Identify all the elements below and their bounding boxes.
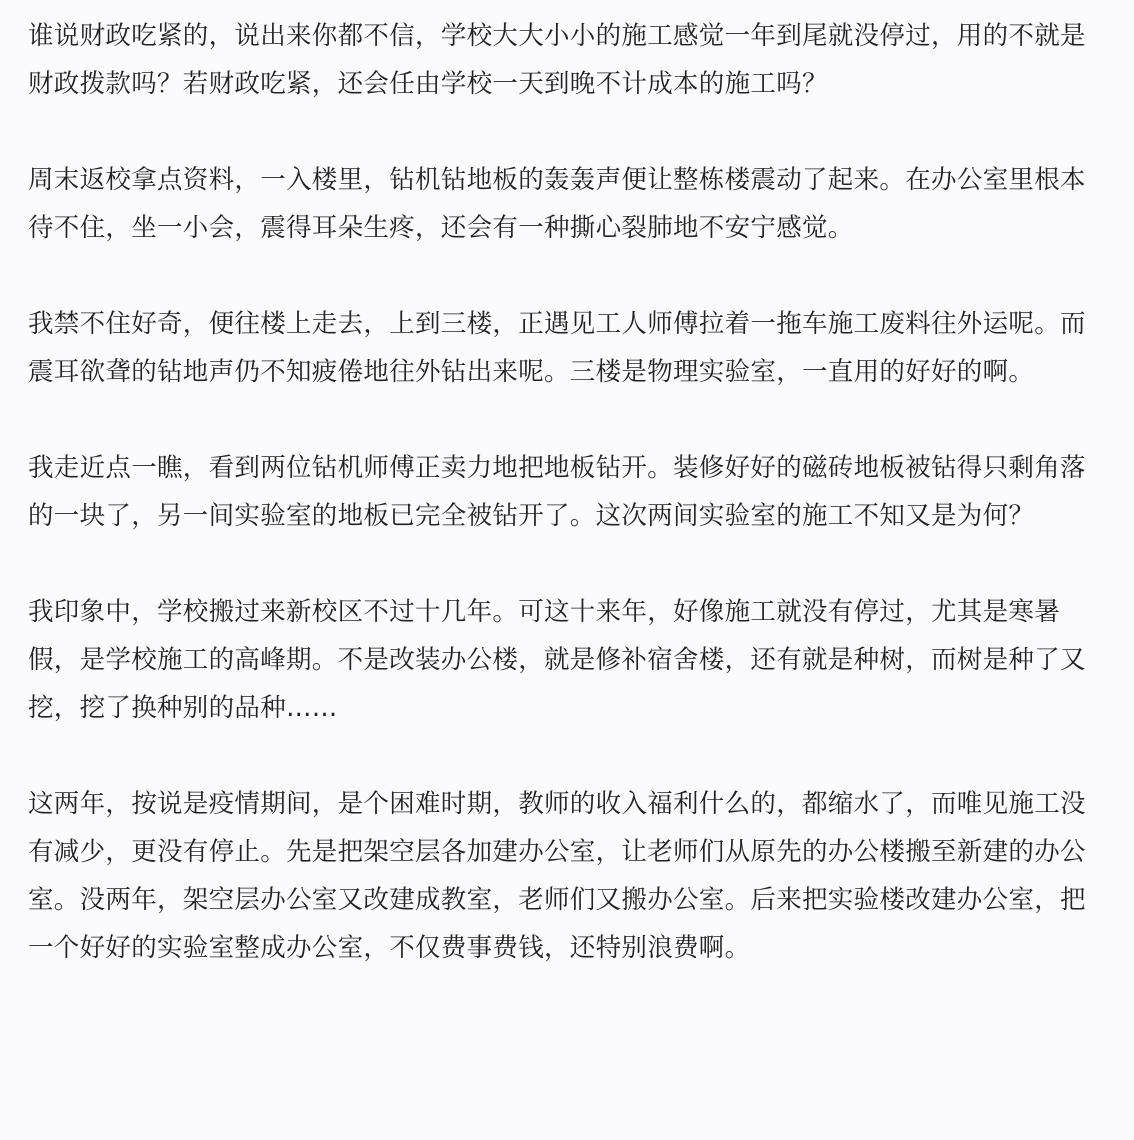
- paragraph-1: 谁说财政吃紧的，说出来你都不信，学校大大小小的施工感觉一年到尾就没停过，用的不就是财政拨款吗？若财政吃紧，还会任由学校一天到晚不计成本的施工吗？: [28, 21, 1086, 99]
- paragraph-3: 我禁不住好奇，便往楼上走去，上到三楼，正遇见工人师傅拉着一拖车施工废料往外运呢。而震耳欲聋的钻地声仍不知疲倦地往外钻出来呢。三楼是物理实验室，一直用的好好的啊。: [28, 309, 1086, 387]
- paragraph-6: 这两年，按说是疫情期间，是个困难时期，教师的收入福利什么的，都缩水了，而唯见施工没有减少，更没有停止。先是把架空层各加建办公室，让老师们从原先的办公楼搬至新建的办公室。没两年，架空层办公室又改建成教室，老师们又搬办公室。后来把实验楼改建办公室，把一个好好的实验室整成办公室，不仅费事费钱，还特别浪费啊。: [28, 789, 1086, 963]
- paragraph-5: 我印象中，学校搬过来新校区不过十几年。可这十来年，好像施工就没有停过，尤其是寒暑假，是学校施工的高峰期。不是改装办公楼，就是修补宿舍楼，还有就是种树，而树是种了又挖，挖了换种别的品种……: [28, 597, 1086, 723]
- paragraph-4: 我走近点一瞧，看到两位钻机师傅正卖力地把地板钻开。装修好好的磁砖地板被钻得只剩角落的一块了，另一间实验室的地板已完全被钻开了。这次两间实验室的施工不知又是为何？: [28, 453, 1086, 531]
- paragraph-2: 周末返校拿点资料，一入楼里，钻机钻地板的轰轰声便让整栋楼震动了起来。在办公室里根本待不住，坐一小会，震得耳朵生疼，还会有一种撕心裂肺地不安宁感觉。: [28, 165, 1086, 243]
